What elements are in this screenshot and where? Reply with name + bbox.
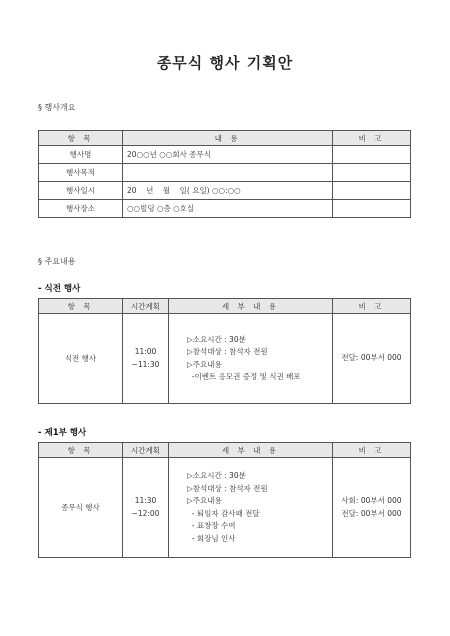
time-start: 11:00	[134, 347, 157, 356]
header-note: 비 고	[333, 443, 411, 458]
detail-line: ▷참석대상 : 참석자 전원	[187, 483, 268, 493]
row-value: 20○○년 ○○회사 종무식	[123, 146, 333, 164]
detail-line: - 회장님 인사	[187, 533, 236, 543]
row-label: 행사일시	[39, 182, 123, 200]
overview-table	[38, 130, 411, 218]
row-value	[123, 164, 333, 182]
event-notes	[333, 314, 411, 404]
event-subheading: - 제1부 행사	[38, 428, 87, 438]
event-details	[169, 314, 333, 404]
note-line: 사회: 00부서 000	[341, 496, 402, 505]
detail-line: ▷주요내용	[187, 359, 222, 369]
row-value: ○○빌딩 ○층 ○호실	[123, 200, 333, 218]
table-row	[39, 146, 411, 164]
table-row	[39, 458, 411, 558]
time-end: ~12:00	[131, 508, 160, 518]
overview-header-row	[39, 131, 411, 146]
event-table	[38, 442, 411, 558]
event-details	[169, 458, 333, 558]
header-details: 세 부 내 용	[169, 299, 333, 314]
event-header-row	[39, 299, 411, 314]
page-title: 종무식 행사 기획안	[156, 54, 294, 72]
header-item: 항 목	[39, 299, 123, 314]
note-line: 전달: 00부서 000	[341, 353, 402, 363]
row-note	[333, 182, 411, 200]
event-notes	[333, 458, 411, 558]
header-note: 비 고	[333, 131, 411, 146]
table-row	[39, 200, 411, 218]
row-value: 20 년 월 일( 요일) ○○:○○	[123, 182, 333, 200]
table-row	[39, 164, 411, 182]
detail-line: - 퇴임자 감사패 전달	[187, 508, 260, 518]
overview-heading: § 행사개요	[38, 103, 76, 112]
event-table	[38, 298, 411, 404]
header-time: 시간계획	[123, 443, 169, 458]
table-row	[39, 314, 411, 404]
time-start: 11:30	[134, 496, 157, 505]
header-content: 내 용	[123, 131, 333, 146]
row-note	[333, 146, 411, 164]
event-time	[123, 458, 169, 558]
event-time	[123, 314, 169, 404]
event-header-row	[39, 443, 411, 458]
row-label: 행사장소	[39, 200, 123, 218]
row-note	[333, 200, 411, 218]
detail-line: - 표창장 수여	[187, 521, 236, 530]
event-item: 식전 행사	[39, 314, 123, 404]
row-label: 행사명	[39, 146, 123, 164]
row-note	[333, 164, 411, 182]
event-subheading: - 식전 행사	[38, 284, 81, 294]
header-note: 비 고	[333, 299, 411, 314]
header-time: 시간계획	[123, 299, 169, 314]
event-item: 종무식 행사	[39, 458, 123, 558]
detail-line: ▷참석대상 : 참석자 전원	[187, 347, 268, 356]
detail-line: ▷주요내용	[187, 496, 222, 505]
main-heading: § 주요내용	[38, 257, 76, 266]
note-line: 전달: 00부서 000	[341, 508, 402, 518]
header-item: 항 목	[39, 131, 123, 146]
time-end: ~11:30	[131, 359, 160, 369]
table-row	[39, 182, 411, 200]
header-details: 세 부 내 용	[169, 443, 333, 458]
header-item: 항 목	[39, 443, 123, 458]
detail-line: ▷소요시간 : 30분	[187, 334, 246, 344]
detail-line: ▷소요시간 : 30분	[187, 471, 246, 480]
detail-line: -이벤트 응모권 증정 및 식권 배포	[187, 372, 301, 381]
row-label: 행사목적	[39, 164, 123, 182]
